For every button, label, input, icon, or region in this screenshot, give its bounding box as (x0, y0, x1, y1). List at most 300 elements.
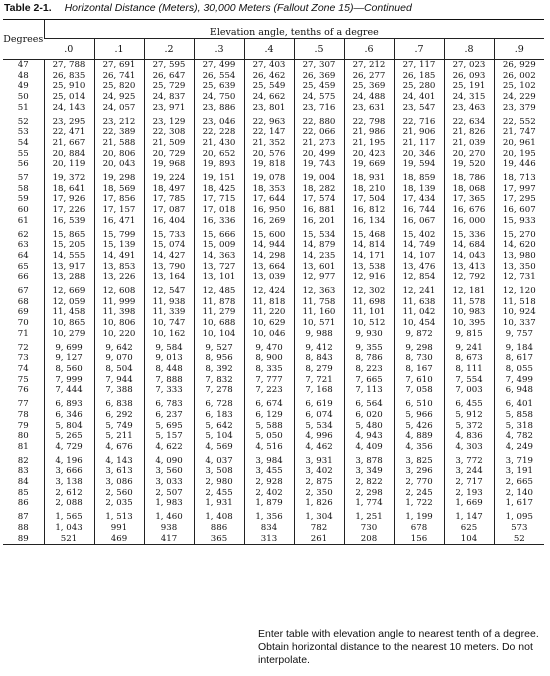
degree-cell: 60 (17, 205, 29, 216)
distance-cell: 313 (244, 534, 294, 545)
distance-cell: 10, 337 (494, 318, 544, 329)
distance-cell: 9, 642 (94, 340, 144, 354)
degree-cell: 48 (17, 70, 29, 81)
distance-cell: 23, 379 (494, 103, 544, 114)
distance-cell: 521 (44, 534, 94, 545)
table-row (3, 138, 544, 149)
table-row (3, 92, 544, 103)
distance-cell: 27, 212 (344, 60, 394, 71)
distance-cell: 8, 223 (344, 364, 394, 375)
distance-cell: 17, 295 (494, 194, 544, 205)
distance-cell: 25, 014 (44, 92, 94, 103)
distance-cell: 12, 485 (194, 283, 244, 297)
distance-cell: 17, 226 (44, 205, 94, 216)
distance-cell: 6, 674 (244, 396, 294, 410)
distance-cell: 21, 039 (444, 138, 494, 149)
table-row (3, 534, 544, 545)
distance-cell: 730 (344, 523, 394, 534)
distance-cell: 10, 747 (144, 318, 194, 329)
distance-cell: 22, 066 (294, 127, 344, 138)
distance-cell: 16, 471 (94, 216, 144, 227)
distance-cell: 12, 302 (344, 283, 394, 297)
distance-cell: 3, 719 (494, 453, 544, 467)
distance-cell: 938 (144, 523, 194, 534)
distance-cell: 2, 088 (44, 498, 94, 509)
distance-cell: 6, 183 (194, 410, 244, 421)
distance-cell: 7, 888 (144, 375, 194, 386)
degree-cell: 88 (17, 522, 29, 533)
distance-cell: 25, 191 (444, 81, 494, 92)
distance-cell: 6, 893 (44, 396, 94, 410)
distance-cell: 15, 865 (44, 227, 94, 241)
distance-cell: 1, 722 (394, 498, 444, 509)
table-row (3, 523, 544, 534)
table-row (3, 421, 544, 432)
distance-cell: 6, 129 (244, 410, 294, 421)
distance-cell: 8, 111 (444, 364, 494, 375)
distance-cell: 6, 564 (344, 396, 394, 410)
distance-cell: 23, 046 (194, 114, 244, 128)
distance-cell: 3, 666 (44, 466, 94, 477)
degree-cell: 61 (17, 215, 29, 226)
distance-cell: 1, 774 (344, 498, 394, 509)
distance-cell: 10, 395 (444, 318, 494, 329)
distance-cell: 20, 499 (294, 149, 344, 160)
distance-cell: 16, 950 (244, 205, 294, 216)
distance-cell: 11, 160 (294, 307, 344, 318)
distance-cell: 8, 617 (494, 353, 544, 364)
distance-cell: 23, 547 (394, 103, 444, 114)
elevation-header: Elevation angle, tenths of a degree (44, 20, 544, 39)
distance-cell: 20, 043 (94, 159, 144, 170)
distance-cell: 14, 684 (444, 240, 494, 251)
distance-cell: 9, 584 (144, 340, 194, 354)
distance-cell: 25, 102 (494, 81, 544, 92)
distance-cell: 13, 226 (94, 272, 144, 283)
distance-cell: 1, 879 (244, 498, 294, 509)
distance-cell: 6, 619 (294, 396, 344, 410)
distance-cell: 8, 560 (44, 364, 94, 375)
distance-cell: 8, 167 (394, 364, 444, 375)
distance-cell: 24, 575 (294, 92, 344, 103)
distance-cell: 20, 652 (194, 149, 244, 160)
table-title (4, 2, 412, 14)
table-row (3, 329, 544, 340)
distance-cell: 4, 143 (94, 453, 144, 467)
distance-cell: 26, 929 (494, 60, 544, 71)
distance-cell: 4, 889 (394, 431, 444, 442)
distance-cell: 10, 279 (44, 329, 94, 340)
distance-cell: 16, 067 (394, 216, 444, 227)
table-row (3, 272, 544, 283)
distance-cell: 15, 933 (494, 216, 544, 227)
distance-cell: 1, 513 (94, 509, 144, 523)
distance-cell: 7, 058 (394, 385, 444, 396)
distance-cell: 7, 610 (394, 375, 444, 386)
distance-cell: 8, 673 (444, 353, 494, 364)
distance-cell: 19, 818 (244, 159, 294, 170)
distance-cell: 3, 191 (494, 466, 544, 477)
table-row (3, 340, 544, 354)
distance-cell: 16, 404 (144, 216, 194, 227)
distance-cell: 17, 644 (244, 194, 294, 205)
distance-cell: 18, 210 (344, 184, 394, 195)
distance-cell: 2, 875 (294, 477, 344, 488)
distance-cell: 21, 195 (344, 138, 394, 149)
distance-cell: 15, 139 (94, 240, 144, 251)
distance-cell: 27, 023 (444, 60, 494, 71)
table-row (3, 71, 544, 82)
distance-cell: 7, 278 (194, 385, 244, 396)
distance-cell: 13, 350 (494, 262, 544, 273)
distance-cell: 17, 018 (194, 205, 244, 216)
distance-cell: 19, 743 (294, 159, 344, 170)
distance-cell: 24, 229 (494, 92, 544, 103)
distance-cell: 22, 471 (44, 127, 94, 138)
distance-cell: 21, 509 (144, 138, 194, 149)
distance-cell: 12, 854 (394, 272, 444, 283)
distance-cell: 573 (494, 523, 544, 534)
distance-cell: 7, 168 (294, 385, 344, 396)
column-header: .1 (94, 39, 144, 60)
distance-cell: 19, 372 (44, 170, 94, 184)
distance-cell: 19, 968 (144, 159, 194, 170)
distance-cell: 15, 799 (94, 227, 144, 241)
table-label: Table 2-1. (4, 2, 52, 14)
distance-cell: 18, 425 (194, 184, 244, 195)
distance-cell: 9, 412 (294, 340, 344, 354)
distance-cell: 6, 838 (94, 396, 144, 410)
distance-cell: 886 (194, 523, 244, 534)
distance-cell: 15, 600 (244, 227, 294, 241)
distance-cell: 13, 538 (344, 262, 394, 273)
distance-cell: 4, 943 (344, 431, 394, 442)
degree-cell: 80 (17, 431, 29, 442)
distance-cell: 3, 560 (144, 466, 194, 477)
distance-cell: 1, 356 (244, 509, 294, 523)
distance-cell: 14, 749 (394, 240, 444, 251)
distance-cell: 5, 912 (444, 410, 494, 421)
distance-cell: 16, 269 (244, 216, 294, 227)
distance-cell: 3, 931 (294, 453, 344, 467)
distance-cell: 9, 070 (94, 353, 144, 364)
distance-cell: 12, 731 (494, 272, 544, 283)
distance-cell: 6, 292 (94, 410, 144, 421)
distance-cell: 2, 665 (494, 477, 544, 488)
distance-cell: 3, 984 (244, 453, 294, 467)
table-row (3, 262, 544, 273)
distance-cell: 5, 318 (494, 421, 544, 432)
distance-cell: 17, 715 (194, 194, 244, 205)
distance-cell: 6, 237 (144, 410, 194, 421)
table-row (3, 297, 544, 308)
table-row (3, 205, 544, 216)
header-row-top (3, 20, 544, 39)
distance-cell: 20, 576 (244, 149, 294, 160)
distance-cell: 9, 241 (444, 340, 494, 354)
distance-cell: 26, 647 (144, 71, 194, 82)
distance-cell: 2, 140 (494, 488, 544, 499)
distance-cell: 1, 408 (194, 509, 244, 523)
degree-cell: 50 (17, 92, 29, 103)
distance-cell: 9, 184 (494, 340, 544, 354)
distance-cell: 15, 336 (444, 227, 494, 241)
distance-cell: 8, 730 (394, 353, 444, 364)
distance-cell: 3, 772 (444, 453, 494, 467)
distance-cell: 22, 552 (494, 114, 544, 128)
distance-cell: 12, 241 (394, 283, 444, 297)
degree-cell: 81 (17, 441, 29, 452)
distance-cell: 20, 729 (144, 149, 194, 160)
distance-cell: 10, 865 (44, 318, 94, 329)
distance-cell: 14, 944 (244, 240, 294, 251)
distance-cell: 11, 818 (244, 297, 294, 308)
distance-cell: 12, 916 (344, 272, 394, 283)
distance-cell: 17, 574 (294, 194, 344, 205)
distance-cell: 4, 037 (194, 453, 244, 467)
distance-cell: 9, 127 (44, 353, 94, 364)
table-caption: Horizontal Distance (Meters), 30,000 Meters (Fallout Zone 15)—Continued (64, 2, 412, 14)
table-row (3, 114, 544, 128)
degree-cell: 70 (17, 318, 29, 329)
table-row (3, 466, 544, 477)
column-header: .9 (494, 39, 544, 60)
distance-cell: 16, 812 (344, 205, 394, 216)
distance-cell: 9, 699 (44, 340, 94, 354)
distance-cell: 19, 224 (144, 170, 194, 184)
distance-cell: 18, 641 (44, 184, 94, 195)
distance-cell: 9, 988 (294, 329, 344, 340)
distance-cell: 19, 669 (344, 159, 394, 170)
distance-cell: 5, 211 (94, 431, 144, 442)
distance-cell: 4, 409 (344, 442, 394, 453)
distance-cell: 14, 107 (394, 251, 444, 262)
table-row (3, 216, 544, 227)
distance-cell: 2, 193 (444, 488, 494, 499)
table-row (3, 442, 544, 453)
distance-cell: 365 (194, 534, 244, 545)
distance-cell: 5, 858 (494, 410, 544, 421)
distance-cell: 15, 009 (194, 240, 244, 251)
distance-cell: 17, 157 (94, 205, 144, 216)
distance-cell: 10, 512 (344, 318, 394, 329)
distance-cell: 2, 350 (294, 488, 344, 499)
distance-cell: 15, 074 (144, 240, 194, 251)
distance-cell: 24, 143 (44, 103, 94, 114)
distance-cell: 15, 468 (344, 227, 394, 241)
distance-cell: 5, 265 (44, 431, 94, 442)
table-row (3, 127, 544, 138)
distance-cell: 21, 667 (44, 138, 94, 149)
table-row (3, 364, 544, 375)
distance-cell: 2, 770 (394, 477, 444, 488)
distance-cell: 27, 499 (194, 60, 244, 71)
distance-cell: 20, 423 (344, 149, 394, 160)
degree-cell: 78 (17, 409, 29, 420)
distance-cell: 16, 000 (444, 216, 494, 227)
distance-cell: 6, 346 (44, 410, 94, 421)
distance-cell: 5, 104 (194, 431, 244, 442)
degree-cell: 72 (17, 342, 29, 353)
distance-cell: 7, 944 (94, 375, 144, 386)
distance-cell: 4, 729 (44, 442, 94, 453)
distance-cell: 10, 046 (244, 329, 294, 340)
distance-cell: 4, 462 (294, 442, 344, 453)
distance-cell: 27, 595 (144, 60, 194, 71)
distance-cell: 10, 162 (144, 329, 194, 340)
distance-cell: 20, 961 (494, 138, 544, 149)
distance-cell: 10, 454 (394, 318, 444, 329)
distance-cell: 7, 999 (44, 375, 94, 386)
degree-cell: 89 (3, 534, 44, 545)
distance-cell: 3, 508 (194, 466, 244, 477)
degree-cell: 71 (17, 328, 29, 339)
degree-cell: 83 (17, 466, 29, 477)
degree-cell: 69 (17, 307, 29, 318)
distance-cell: 1, 617 (494, 498, 544, 509)
distance-cell: 22, 963 (244, 114, 294, 128)
distance-cell: 21, 986 (344, 127, 394, 138)
table-row (3, 227, 544, 241)
distance-cell: 4, 090 (144, 453, 194, 467)
instruction-note: Enter table with elevation angle to nearest tenth of a degree. Obtain horizontal distance to the nearest 10 meters. Do not interpolate. (258, 628, 539, 666)
distance-cell: 5, 749 (94, 421, 144, 432)
distance-cell: 1, 199 (394, 509, 444, 523)
distance-cell: 15, 205 (44, 240, 94, 251)
distance-cell: 3, 244 (444, 466, 494, 477)
distance-cell: 21, 906 (394, 127, 444, 138)
distance-cell: 18, 497 (144, 184, 194, 195)
degree-cell: 87 (17, 512, 29, 523)
distance-cell: 23, 129 (144, 114, 194, 128)
distance-cell: 678 (394, 523, 444, 534)
distance-cell: 11, 458 (44, 307, 94, 318)
degree-cell: 49 (17, 81, 29, 92)
table-row (3, 431, 544, 442)
distance-cell: 3, 878 (344, 453, 394, 467)
distance-cell: 13, 853 (94, 262, 144, 273)
distance-cell: 18, 139 (394, 184, 444, 195)
distance-cell: 2, 980 (194, 477, 244, 488)
distance-cell: 24, 401 (394, 92, 444, 103)
distance-cell: 21, 430 (194, 138, 244, 149)
distance-cell: 20, 346 (394, 149, 444, 160)
distance-cell: 10, 983 (444, 307, 494, 318)
distance-cell: 27, 117 (394, 60, 444, 71)
distance-cell: 1, 304 (294, 509, 344, 523)
distance-cell: 7, 223 (244, 385, 294, 396)
table-row (3, 307, 544, 318)
table-row (3, 149, 544, 160)
distance-cell: 3, 086 (94, 477, 144, 488)
distance-cell: 13, 601 (294, 262, 344, 273)
distance-cell: 12, 120 (494, 283, 544, 297)
distance-cell: 7, 665 (344, 375, 394, 386)
degree-cell: 57 (17, 173, 29, 184)
distance-cell: 7, 721 (294, 375, 344, 386)
degree-cell: 85 (17, 487, 29, 498)
distance-cell: 10, 629 (244, 318, 294, 329)
distance-cell: 2, 507 (144, 488, 194, 499)
distance-cell: 7, 003 (444, 385, 494, 396)
distance-cell: 14, 363 (194, 251, 244, 262)
column-header: .2 (144, 39, 194, 60)
distance-cell: 625 (444, 523, 494, 534)
distance-cell: 21, 273 (294, 138, 344, 149)
distance-cell: 7, 388 (94, 385, 144, 396)
distance-cell: 13, 664 (244, 262, 294, 273)
table-row (3, 159, 544, 170)
distance-cell: 9, 815 (444, 329, 494, 340)
distance-cell: 25, 820 (94, 81, 144, 92)
distance-cell: 13, 476 (394, 262, 444, 273)
distance-cell: 24, 837 (144, 92, 194, 103)
distance-cell: 5, 534 (294, 421, 344, 432)
distance-cell: 26, 002 (494, 71, 544, 82)
distance-cell: 3, 402 (294, 466, 344, 477)
distance-cell: 1, 460 (144, 509, 194, 523)
distance-cell: 9, 013 (144, 353, 194, 364)
degree-cell: 74 (17, 363, 29, 374)
distance-cell: 27, 307 (294, 60, 344, 71)
distance-cell: 17, 856 (94, 194, 144, 205)
distance-cell: 7, 333 (144, 385, 194, 396)
distance-cell: 25, 549 (244, 81, 294, 92)
degree-cell: 73 (17, 353, 29, 364)
distance-cell: 11, 878 (194, 297, 244, 308)
distance-cell: 11, 101 (344, 307, 394, 318)
distance-cell: 6, 728 (194, 396, 244, 410)
distance-cell: 21, 588 (94, 138, 144, 149)
distance-cell: 11, 518 (494, 297, 544, 308)
distance-cell: 18, 786 (444, 170, 494, 184)
distance-cell: 9, 757 (494, 329, 544, 340)
distance-cell: 22, 716 (394, 114, 444, 128)
distance-cell: 15, 402 (394, 227, 444, 241)
distance-cell: 1, 669 (444, 498, 494, 509)
distance-cell: 13, 790 (144, 262, 194, 273)
degree-cell: 65 (17, 261, 29, 272)
degree-cell: 67 (17, 286, 29, 297)
distance-cell: 5, 695 (144, 421, 194, 432)
distance-cell: 16, 134 (344, 216, 394, 227)
distance-cell: 4, 516 (244, 442, 294, 453)
distance-cell: 27, 403 (244, 60, 294, 71)
distance-cell: 469 (94, 534, 144, 545)
distance-cell: 5, 372 (444, 421, 494, 432)
distance-cell: 1, 983 (144, 498, 194, 509)
column-header: .0 (44, 39, 94, 60)
distance-cell: 17, 087 (144, 205, 194, 216)
distance-cell: 16, 607 (494, 205, 544, 216)
distance-cell: 8, 504 (94, 364, 144, 375)
distance-cell: 14, 298 (244, 251, 294, 262)
distance-cell: 25, 369 (344, 81, 394, 92)
distance-cell: 11, 578 (444, 297, 494, 308)
distance-cell: 5, 050 (244, 431, 294, 442)
distance-cell: 19, 298 (94, 170, 144, 184)
distance-cell: 6, 783 (144, 396, 194, 410)
distance-cell: 23, 295 (44, 114, 94, 128)
distance-cell: 21, 826 (444, 127, 494, 138)
distance-cell: 17, 997 (494, 184, 544, 195)
distance-cell: 16, 539 (44, 216, 94, 227)
distance-cell: 3, 349 (344, 466, 394, 477)
distance-cell: 27, 691 (94, 60, 144, 71)
distance-cell: 20, 884 (44, 149, 94, 160)
distance-cell: 417 (144, 534, 194, 545)
distance-cell: 23, 886 (194, 103, 244, 114)
